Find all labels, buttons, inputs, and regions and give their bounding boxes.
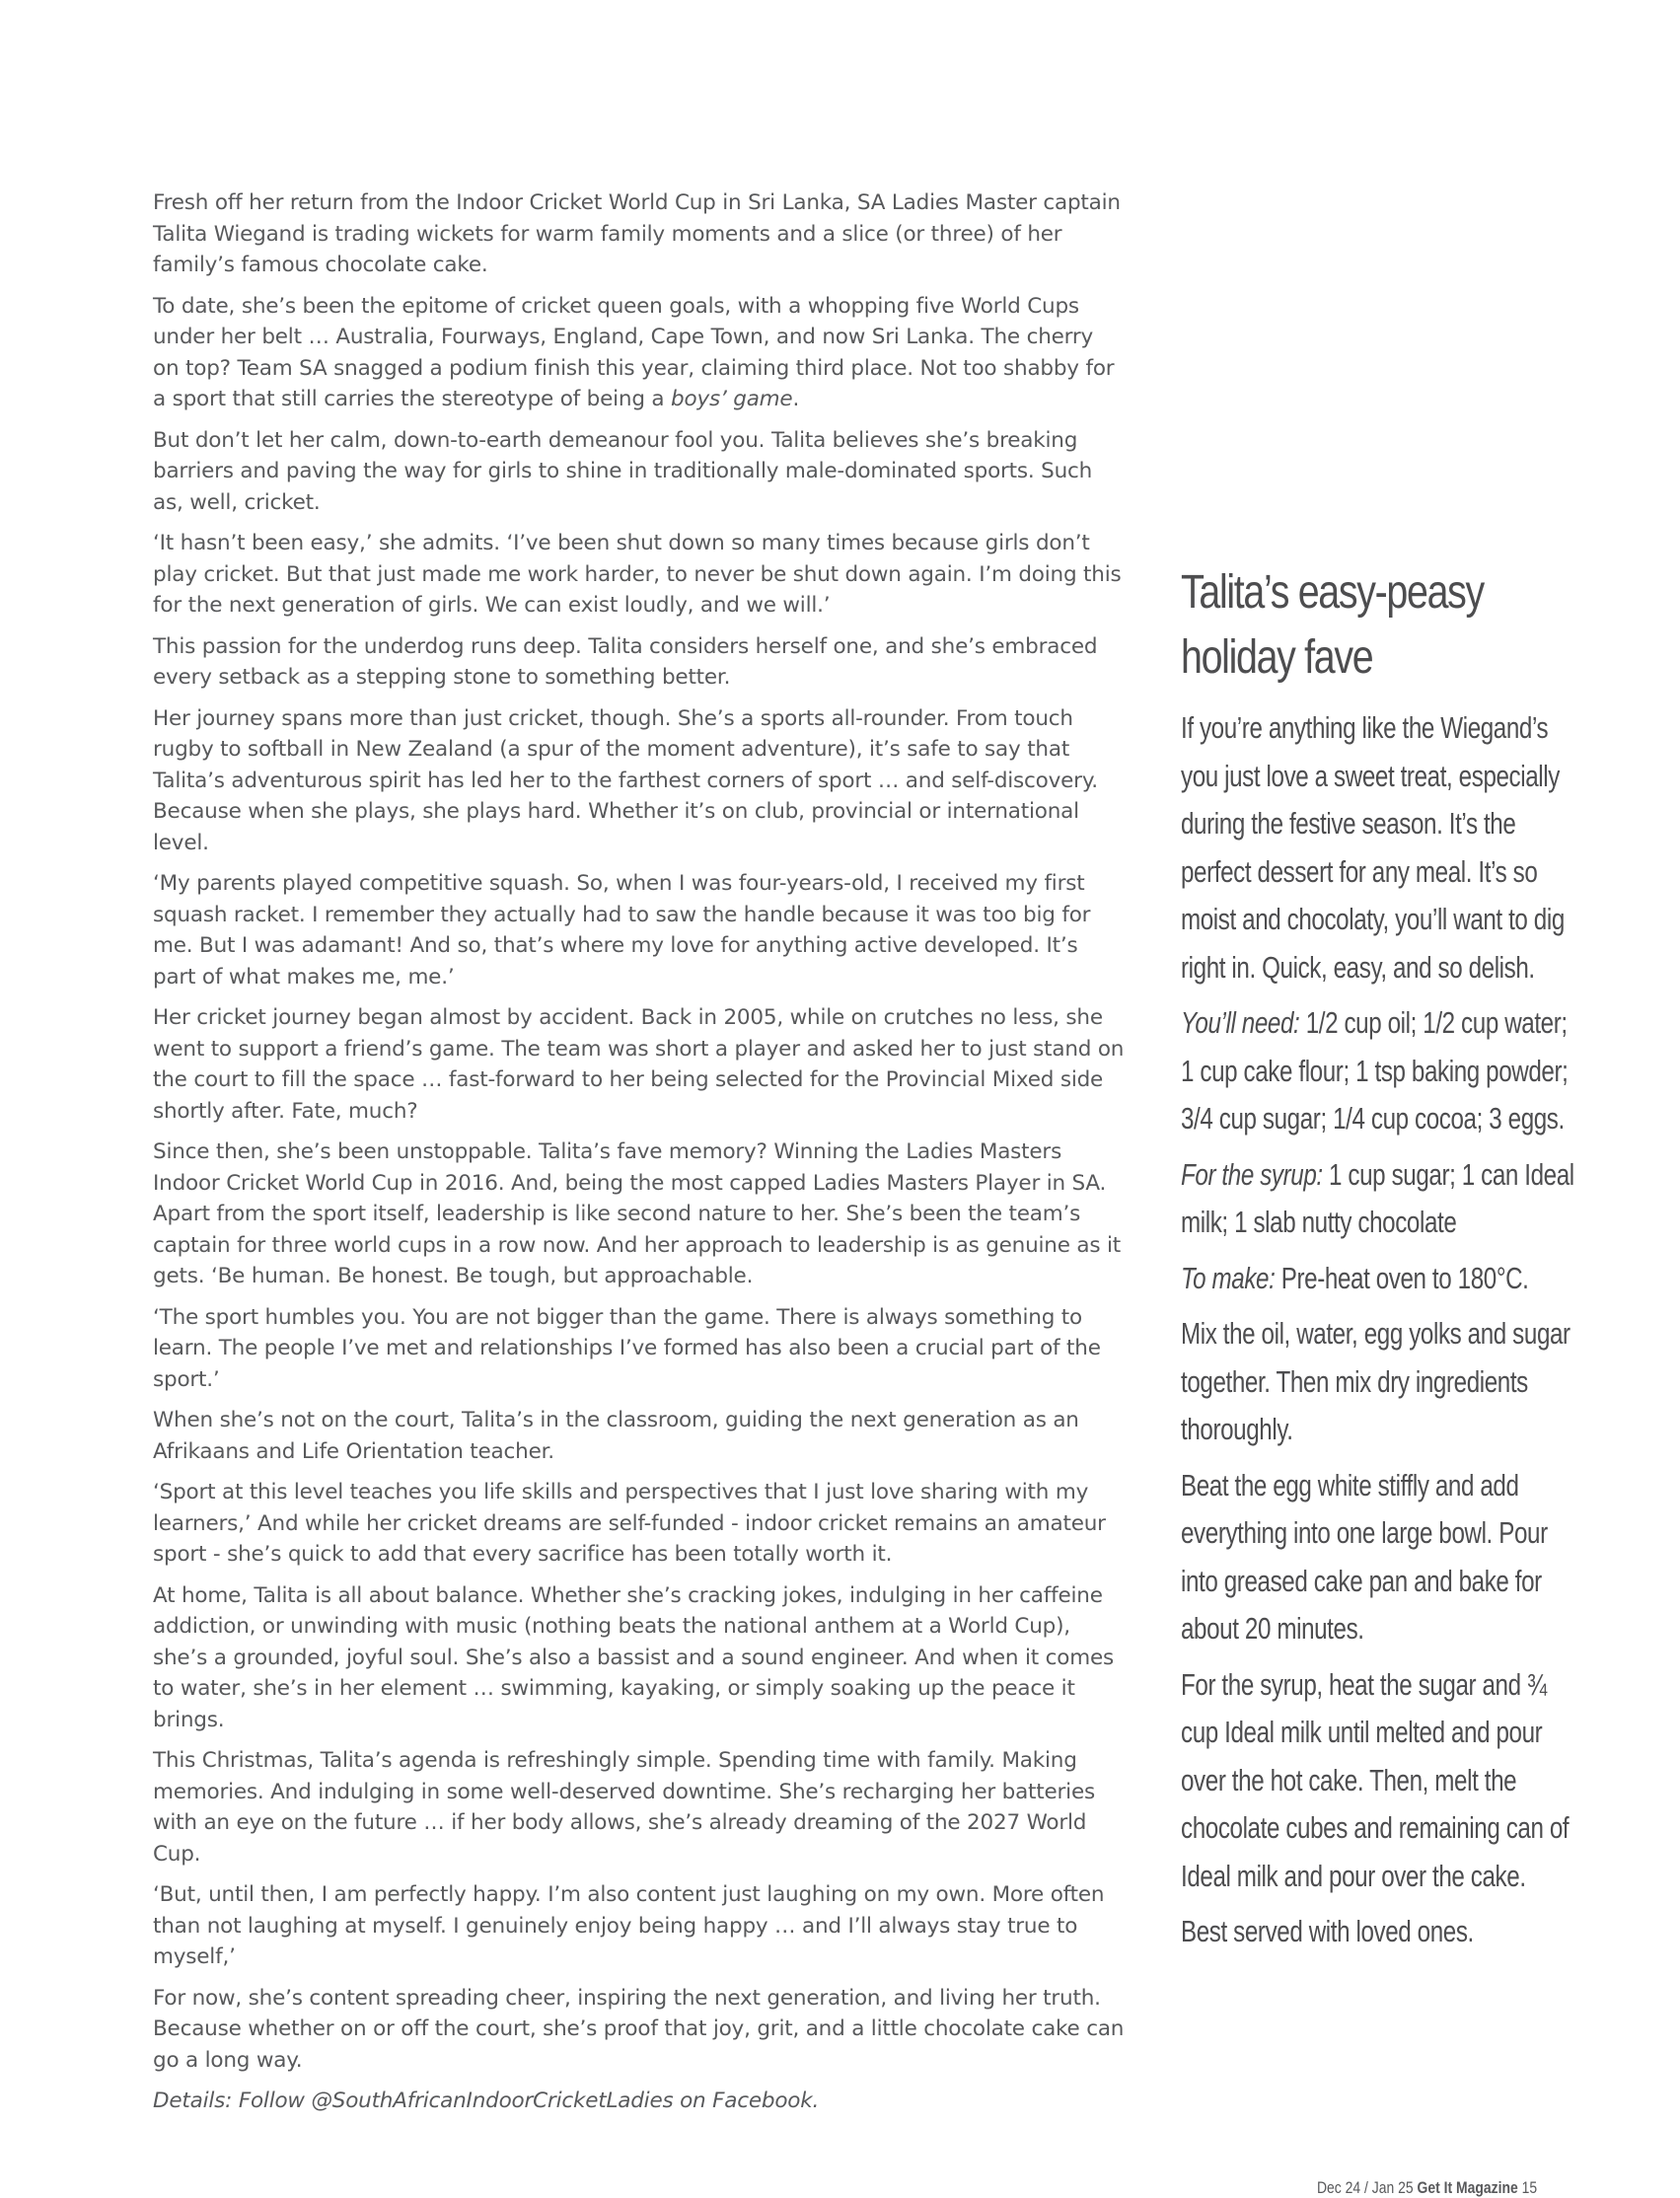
recipe-ingredients (1181, 999, 1574, 1143)
article-paragraph: At home, Talita is all about balance. Whether she’s cracking jokes, indulging in her caffeine addiction, or unwinding with music (nothing beats the national anthem at a World Cup), she’s a grounded, joyful soul. She’s also a bassist and a sound engineer. And when it comes to water, she’s in her element … swimming, kayaking, or simply soaking up the peace it brings. (153, 1582, 1114, 1732)
article-paragraph (153, 291, 1125, 415)
recipe-step: For the syrup, heat the sugar and ¾ cup Ideal milk until melted and pour over the hot cake. Then, melt the chocolate cubes and remaining can of Ideal milk and pour over the cake. (1181, 1666, 1570, 1893)
recipe-intro: If you’re anything like the Wiegand’s you just love a sweet treat, especially during the festive season. It’s the perfect dessert for any meal. It’s so moist and chocolaty, you’ll want to dig right in. Quick, easy, and so delish. (1181, 710, 1565, 985)
footer-magazine: Get It Magazine (1417, 2178, 1518, 2197)
article-paragraph: This passion for the underdog runs deep. Talita considers herself one, and she’s embraced every setback as a stepping stone to something better. (153, 633, 1098, 690)
article-paragraph: Her cricket journey began almost by accident. Back in 2005, while on crutches no less, she went to support a friend’s game. The team was short a player and asked her to just stand on the court to fill the space … fast-forward to her being selected for the Provincial Mixed side shortly after. Fate, much? (153, 1005, 1125, 1124)
article-paragraph: When she’s not on the court, Talita’s in the classroom, guiding the next generation as an Afrikaans and Life Orientation teacher. (153, 1408, 1079, 1464)
footer-issue: Dec 24 / Jan 25 (1316, 2178, 1418, 2197)
article-paragraph: ‘It hasn’t been easy,’ she admits. ‘I’ve been shut down so many times because girls don’t play cricket. But that just made me work harder, to never be shut down again. I’m doing this for the next generation of girls. We can exist loudly, and we will.’ (153, 531, 1122, 618)
article-paragraph: ‘The sport humbles you. You are not bigger than the game. There is always something to learn. The people I’ve met and relationships I’ve formed has also been a crucial part of the sport.’ (153, 1304, 1101, 1392)
make-text: Pre-heat oven to 180°C. (1275, 1260, 1529, 1295)
recipe-body (1181, 704, 1574, 1956)
page-footer (1317, 2178, 1537, 2198)
syrup-label: For the syrup: (1181, 1156, 1323, 1192)
recipe-syrup (1181, 1151, 1574, 1247)
recipe-step: Beat the egg white stiffly and add everything into one large bowl. Pour into greased cake pan and bake for about 20 minutes. (1181, 1467, 1548, 1646)
article-paragraph: ‘But, until then, I am perfectly happy. I’m also content just laughing on my own. More often than not laughing at myself. I genuinely enjoy being happy … and I’ll always stay true to myself,’ (153, 1882, 1105, 1969)
article-paragraph: Fresh off her return from the Indoor Cricket World Cup in Sri Lanka, SA Ladies Master captain Talita Wiegand is trading wickets for warm family moments and a slice (or three) of her family’s famous chocolate cake. (153, 190, 1121, 277)
article-paragraph: ‘Sport at this level teaches you life skills and perspectives that I just love sharing with my learners,’ And while her cricket dreams are self-funded - indoor cricket remains an amateur sport - she’s quick to add that every sacrifice has been totally worth it. (153, 1480, 1106, 1567)
recipe-title: Talita’s easy-peasy holiday fave (1181, 566, 1484, 684)
article-details: Details: Follow @SouthAfricanIndoorCricketLadies on Facebook. (153, 2088, 820, 2113)
article-paragraph: But don’t let her calm, down-to-earth demeanour fool you. Talita believes she’s breaking barriers and paving the way for girls to shine in traditionally male-dominated sports. Such as, well, cricket. (153, 427, 1093, 515)
article-paragraph: For now, she’s content spreading cheer, inspiring the next generation, and living her truth. Because whether on or off the court, she’s proof that joy, grit, and a little chocolate cake can go a long way. (153, 1985, 1125, 2073)
recipe-step: Best served with loved ones. (1181, 1914, 1474, 1948)
footer-page-number: 15 (1517, 2178, 1537, 2197)
make-label: To make: (1181, 1260, 1276, 1295)
recipe-make (1181, 1255, 1574, 1303)
article-paragraph: Her journey spans more than just cricket, though. She’s a sports all-rounder. From touch rugby to softball in New Zealand (a spur of the moment adventure), it’s safe to say that Talita’s adventurous spirit has led her to the farthest corners of sport … and self-discovery. Because when she plays, she plays hard. Whether it’s on club, provincial or international level. (153, 705, 1098, 855)
article-paragraph: ‘My parents played competitive squash. So, when I was four-years-old, I received my first squash racket. I remember they actually had to saw the handle because it was too big for me. But I was adamant! And so, that’s where my love for anything active developed. It’s part of what makes me, me.’ (153, 871, 1091, 989)
article-text: To date, she’s been the epitome of cricket queen goals, with a whopping five World Cups under her belt … Australia, Fourways, England, Cape Town, and now Sri Lanka. The cherry on top? Team SA snagged a podium finish this year, claiming third place. Not too shabby for a sport that still carries the stereotype of being a (153, 293, 1115, 411)
article-emphasis: boys’ game (671, 387, 793, 411)
recipe-step: Mix the oil, water, egg yolks and sugar together. Then mix dry ingredients thoroughly. (1181, 1316, 1570, 1446)
recipe-sidebar (1181, 560, 1575, 1964)
article-text: . (792, 387, 800, 411)
syrup-text: 1 cup sugar; 1 can Ideal milk; 1 slab nutty chocolate (1181, 1156, 1574, 1239)
ingredients-text: 1/2 cup oil; 1/2 cup water; 1 cup cake flour; 1 tsp baking powder; 3/4 cup sugar; 1/4 cup cocoa; 3 eggs. (1181, 1005, 1569, 1136)
article-paragraph: This Christmas, Talita’s agenda is refreshingly simple. Spending time with family. Making memories. And indulging in some well-deserved downtime. She’s recharging her batteries with an eye on the future … if her body allows, she’s already dreaming of the 2027 World Cup. (153, 1748, 1095, 1867)
ingredients-label: You’ll need: (1181, 1005, 1300, 1040)
article-paragraph: Since then, she’s been unstoppable. Talita’s fave memory? Winning the Ladies Masters Indoor Cricket World Cup in 2016. And, being the most capped Ladies Masters Player in SA. Apart from the sport itself, leadership is like second nature to her. She’s been the team’s captain for three world cups in a row now. And her approach to leadership is as genuine as it gets. ‘Be human. Be honest. Be tough, but approachable. (153, 1139, 1122, 1288)
article-body (153, 187, 1125, 2127)
